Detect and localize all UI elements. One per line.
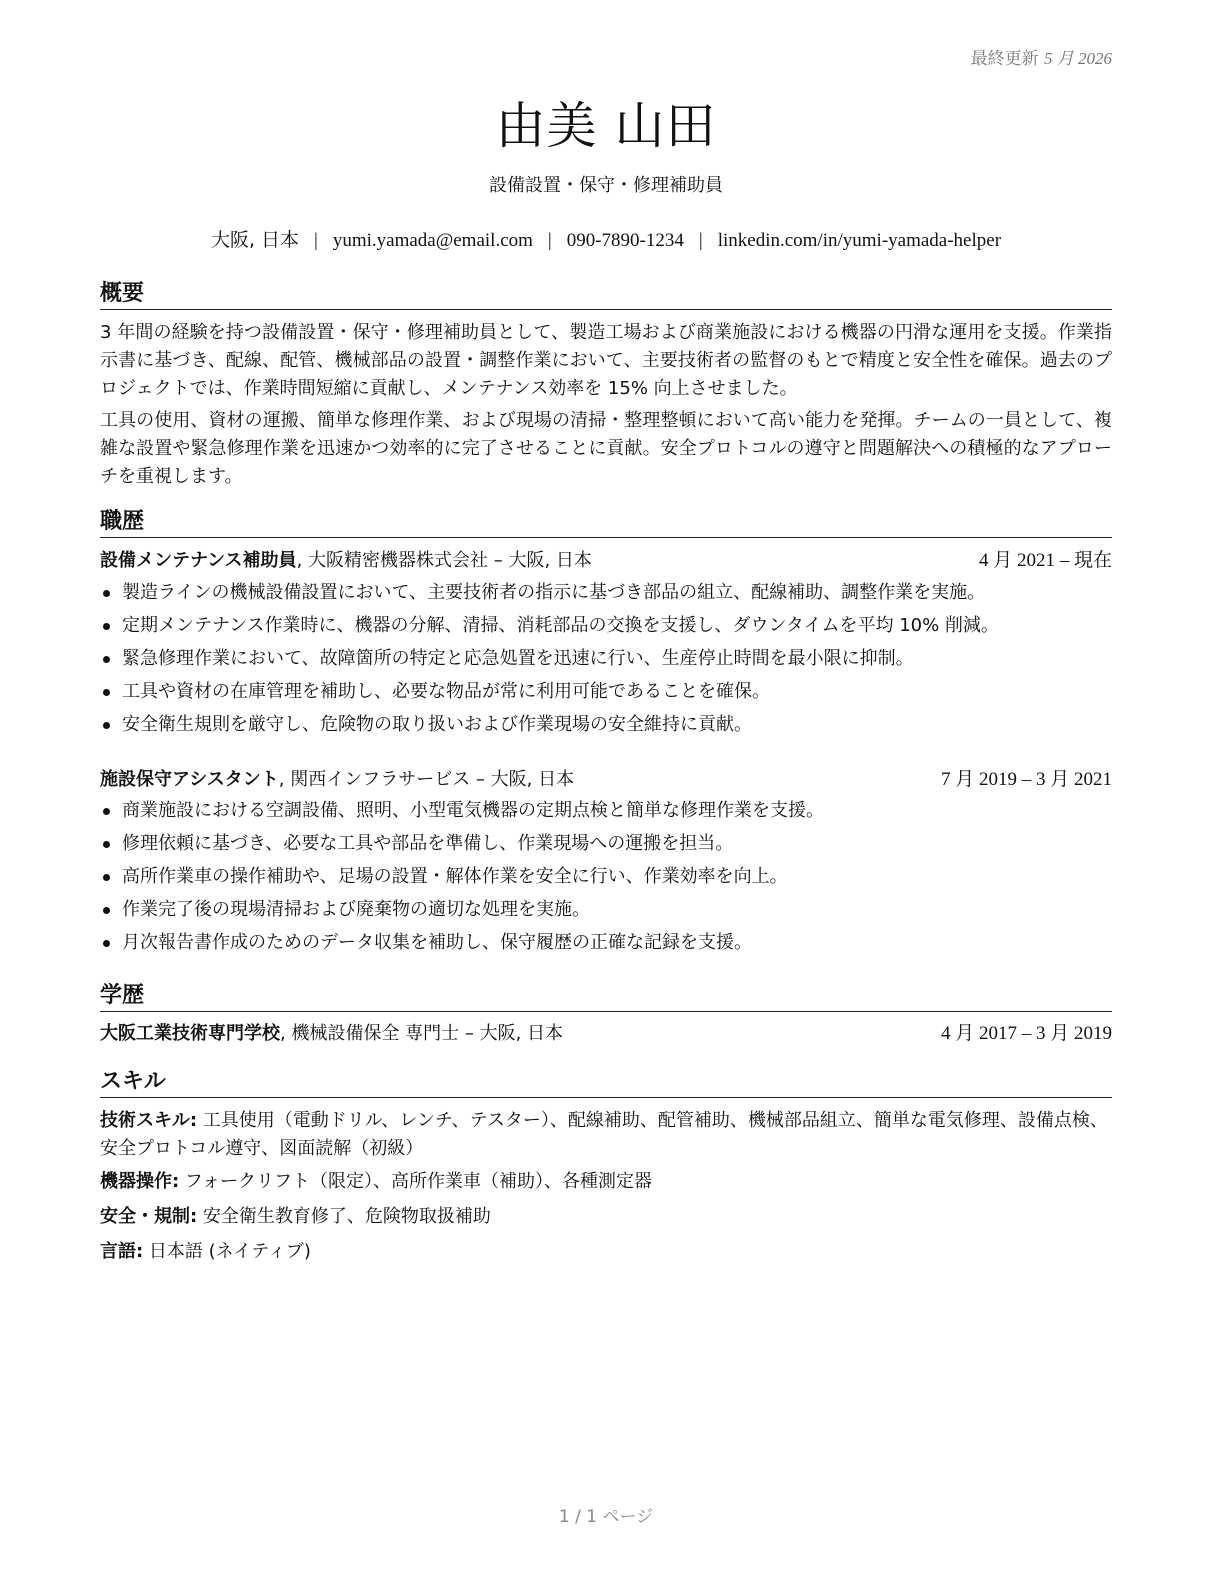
skill-value: 安全衛生教育修了、危険物取扱補助 (197, 1206, 491, 1227)
contact-separator: | (547, 230, 552, 251)
contact-separator: | (314, 230, 318, 251)
list-item: 月次報告書作成のためのデータ収集を補助し、保守履歴の正確な記録を支援。 (100, 929, 1112, 962)
skill-row-language (100, 1238, 1112, 1266)
education-school: 大阪工業技術専門学校 (100, 1023, 280, 1044)
section-heading-experience: 職歴 (100, 504, 1112, 538)
contact-linkedin[interactable]: linkedin.com/in/yumi-yamada-helper (717, 230, 1002, 251)
list-item: 安全衛生規則を厳守し、危険物の取り扱いおよび作業現場の安全維持に貢献。 (100, 711, 1112, 744)
last-updated (971, 44, 1112, 69)
job-date: 4 月 2021 – 現在 (978, 550, 1112, 571)
contact-phone[interactable]: 090-7890-1234 (566, 230, 684, 251)
candidate-title: 設備設置・保守・修理補助員 (489, 175, 723, 196)
job-date: 7 月 2019 – 3 月 2021 (940, 769, 1112, 790)
section-heading-skills: スキル (100, 1064, 1112, 1098)
list-item: 修理依頼に基づき、必要な工具や部品を準備し、作業現場への運搬を担当。 (100, 830, 1112, 863)
list-item: 作業完了後の現場清掃および廃棄物の適切な処理を実施。 (100, 896, 1112, 929)
education-date: 4 月 2017 – 3 月 2019 (940, 1023, 1112, 1044)
section-heading-summary: 概要 (100, 276, 1112, 310)
skill-value: 工具使用（電動ドリル、レンチ、テスター）、配線補助、配管補助、機械部品組立、簡単な電気修理、設備点検、安全プロトコル遵守、図面読解（初級） (100, 1110, 1108, 1159)
job-bullets (100, 579, 1112, 744)
job-bullets (100, 797, 1112, 962)
list-item: 工具や資材の在庫管理を補助し、必要な物品が常に利用可能であることを確保。 (100, 678, 1112, 711)
job-header (100, 547, 1112, 575)
summary-paragraph-2: 工具の使用、資材の運搬、簡単な修理作業、および現場の清掃・整理整頓において高い能力を発揮。チームの一員として、複雑な設置や緊急修理作業を迅速かつ効率的に完了させることに貢献。安全プロトコルの遵守と問題解決への積極的なアプローチを重視します。 (100, 410, 1112, 487)
last-updated-label: 最終更新 (970, 49, 1039, 69)
list-item: 製造ラインの機械設備設置において、主要技術者の指示に基づき部品の組立、配線補助、調整作業を実施。 (100, 579, 1112, 612)
job-org: , 関西インフラサービス – 大阪, 日本 (278, 769, 575, 790)
job-org: , 大阪精密機器株式会社 – 大阪, 日本 (296, 550, 592, 571)
list-item: 高所作業車の操作補助や、足場の設置・解体作業を安全に行い、作業効率を向上。 (100, 863, 1112, 896)
education-entry (100, 1020, 1112, 1048)
skill-value: フォークリフト（限定）、高所作業車（補助）、各種測定器 (179, 1171, 653, 1192)
job-title: 設備メンテナンス補助員 (100, 550, 297, 571)
contact-location: 大阪, 日本 (210, 229, 300, 251)
education-detail: , 機械設備保全 専門士 – 大阪, 日本 (280, 1023, 564, 1044)
skill-row-safety (100, 1203, 1112, 1231)
contact-separator: | (698, 230, 703, 251)
list-item: 緊急修理作業において、故障箇所の特定と応急処置を迅速に行い、生産停止時間を最小限に抑制。 (100, 645, 1112, 678)
list-item: 定期メンテナンス作業時に、機器の分解、清掃、消耗部品の交換を支援し、ダウンタイムを平均 10% 削減。 (100, 612, 1112, 645)
skill-label: 言語: (100, 1241, 144, 1262)
resume-page (100, 0, 1112, 1584)
skill-row-technical (100, 1107, 1112, 1163)
skill-row-equipment (100, 1168, 1112, 1196)
last-updated-date: 5 月 2026 (1044, 49, 1112, 68)
contact-email[interactable]: yumi.yamada@email.com (332, 230, 533, 251)
summary-paragraph-1: 3 年間の経験を持つ設備設置・保守・修理補助員として、製造工場および商業施設における機器の円滑な運用を支援。作業指示書に基づき、配線、配管、機械部品の設置・調整作業において、主要技術者の監督のもとで精度と安全性を確保。過去のプロジェクトでは、作業時間短縮に貢献し、メンテナンス効率を 15% 向上させました。 (100, 322, 1112, 399)
page-number: 1 / 1 ページ (558, 1507, 654, 1527)
skill-label: 安全・規制: (100, 1206, 198, 1227)
skill-label: 機器操作: (100, 1171, 180, 1192)
candidate-name: 由美 山田 (495, 97, 717, 155)
list-item: 商業施設における空調設備、照明、小型電気機器の定期点検と簡単な修理作業を支援。 (100, 797, 1112, 830)
skill-label: 技術スキル: (100, 1110, 198, 1131)
section-heading-education: 学歴 (100, 978, 1112, 1012)
job-title: 施設保守アシスタント (100, 769, 279, 790)
skill-value: 日本語 (ネイティブ) (143, 1241, 311, 1262)
job-header (100, 766, 1112, 794)
contact-line (100, 225, 1112, 252)
